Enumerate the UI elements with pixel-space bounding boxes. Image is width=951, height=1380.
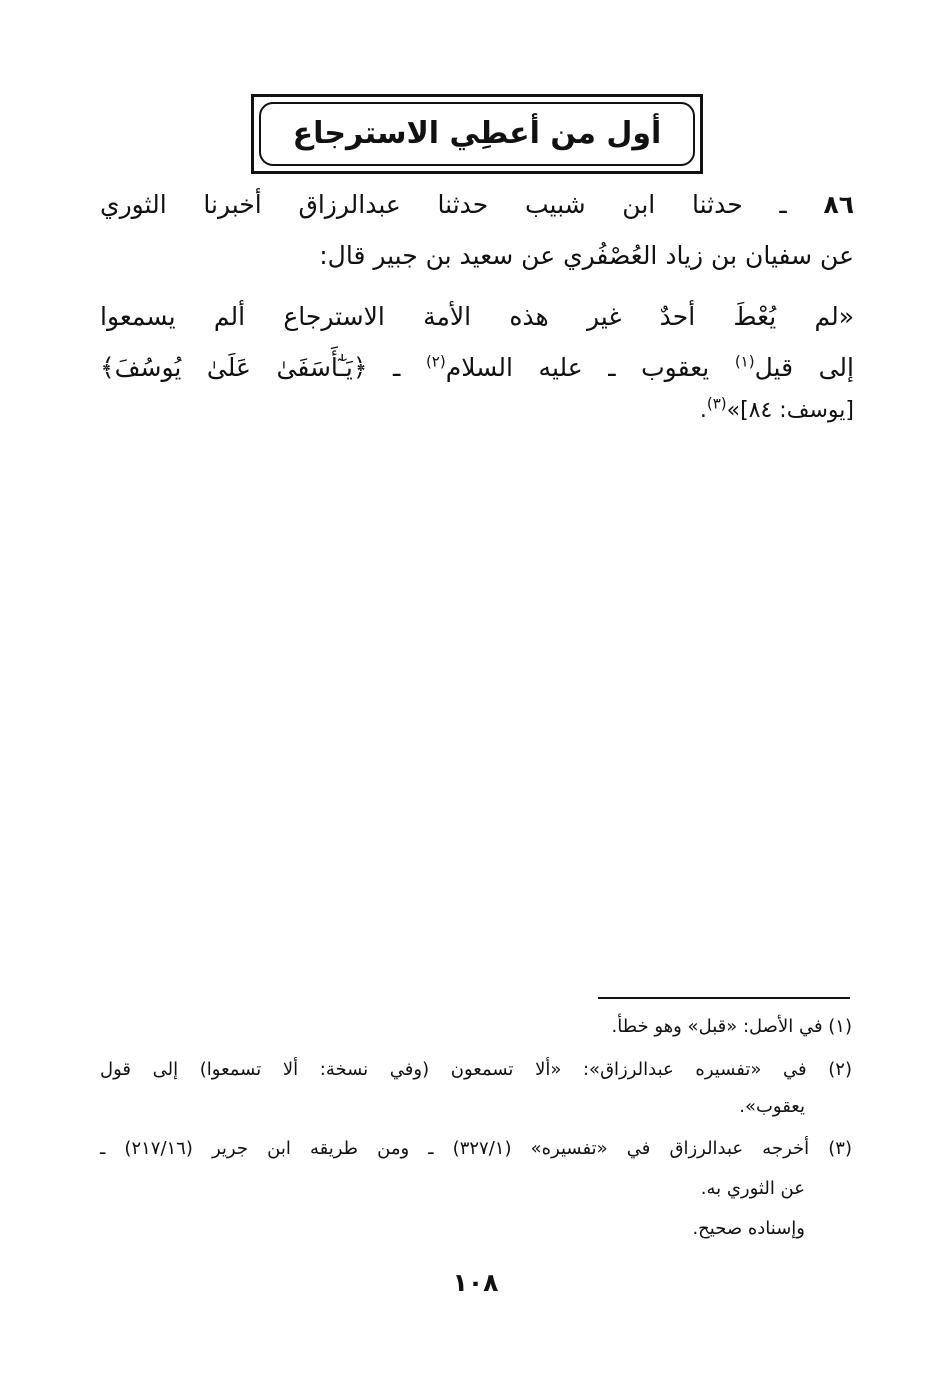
footnote-ref-1: (١) — [734, 352, 755, 371]
hadith-line-1 — [100, 190, 854, 220]
footnote-2-line-1: (٢) في «تفسيره عبدالرزاق»: «ألا تسمعون (وفي نسخة: ألا تسمعوا) إلى قول — [100, 1059, 852, 1080]
hadith-line-1-text: ـ حدثنا ابن شبيب حدثنا عبدالرزاق أخبرنا الثوري — [100, 190, 787, 219]
footnote-separator — [598, 997, 850, 999]
hadith-line-5 — [699, 394, 854, 424]
footnote-1: (١) في الأصل: «قبل» وهو خطأ. — [611, 1016, 852, 1037]
footnote-ref-2: (٢) — [425, 352, 446, 371]
footnote-3-line-3: وإسناده صحيح. — [692, 1218, 805, 1239]
footnote-2-line-2: يعقوب». — [739, 1096, 805, 1117]
hadith-line-4-part-b: يعقوب ـ عليه السلام — [445, 353, 735, 382]
hadith-line-2: عن سفيان بن زياد العُصْفُري عن سعيد بن جبير قال: — [319, 241, 854, 270]
footnote-3-line-2: عن الثوري به. — [700, 1178, 805, 1199]
chapter-title-frame — [251, 94, 703, 174]
quran-quote: ـ ﴿يَـٰٓأَسَفَىٰ عَلَىٰ يُوسُفَ﴾ — [100, 353, 426, 382]
hadith-line-4 — [100, 353, 854, 383]
hadith-line-4-part-a: إلى قيل — [754, 353, 854, 382]
footnote-3-line-1: (٣) أخرجه عبدالرزاق في «تفسيره» (٣٢٧/١) ـ ومن طريقه ابن جرير (٢١٧/١٦) ـ — [100, 1138, 852, 1159]
quran-reference: [يوسف: ٨٤]» — [726, 398, 854, 423]
hadith-line-5-end: . — [699, 398, 707, 423]
page-number: ١٠٨ — [452, 1268, 499, 1297]
footnote-ref-3: (٣) — [706, 394, 727, 413]
chapter-title-inner-border — [259, 102, 695, 166]
hadith-line-3: «لم يُعْطَ أحدٌ غير هذه الأمة الاسترجاع ألم يسمعوا — [100, 302, 854, 331]
chapter-title: أول من أعطِي الاسترجاع — [292, 116, 662, 151]
hadith-number: ٨٦ — [823, 190, 854, 219]
